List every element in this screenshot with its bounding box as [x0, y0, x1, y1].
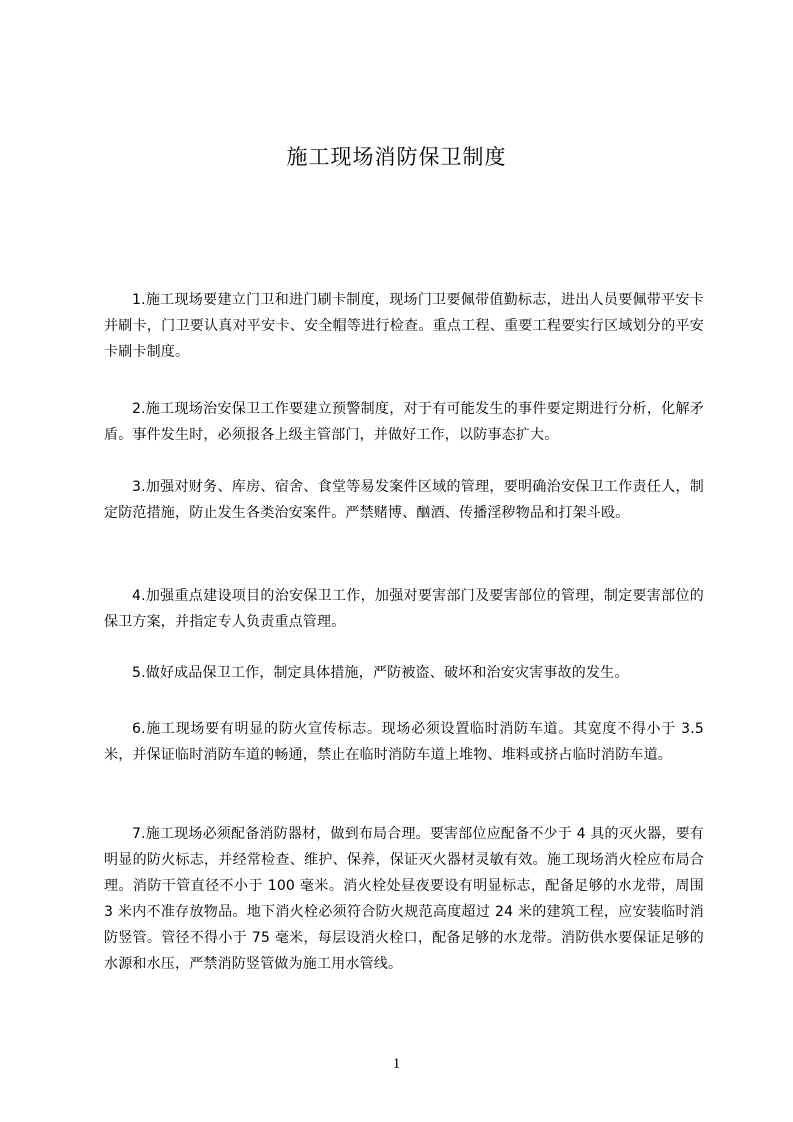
- clause-paragraph: 4.加强重点建设项目的治安保卫工作，加强对要害部门及要害部位的管理，制定要害部位的保卫方案，并指定专人负责重点管理。: [104, 588, 704, 630]
- clause-paragraph: 2.施工现场治安保卫工作要建立预警制度，对于有可能发生的事件要定期进行分析，化解矛盾。事件发生时，必须报各上级主管部门，并做好工作，以防事态扩大。: [104, 401, 704, 443]
- clause-paragraph: 3.加强对财务、库房、宿舍、食堂等易发案件区域的管理，要明确治安保卫工作责任人，制定防范措施，防止发生各类治安案件。严禁赌博、酗酒、传播淫秽物品和打架斗殴。: [104, 479, 704, 521]
- clause-paragraph: 1.施工现场要建立门卫和进门刷卡制度，现场门卫要佩带值勤标志，进出人员要佩带平安卡并刷卡，门卫要认真对平安卡、安全帽等进行检查。重点工程、重要工程要实行区域划分的平安卡刷卡制度。: [104, 292, 704, 360]
- document-title: 施工现场消防保卫制度: [286, 145, 507, 169]
- page-number: 1: [392, 1056, 401, 1072]
- clause-paragraph: 7.施工现场必须配备消防器材，做到布局合理。要害部位应配备不少于 4 具的灭火器，要有明显的防火标志，并经常检查、维护、保养，保证灭火器材灵敏有效。施工现场消火栓应布局合理。消防干管直径不小于 100 毫米。消火栓处昼夜要设有明显标志，配备足够的水龙带，周围 3 米内不准存放物品。地下消火栓必须符合防火规范高度超过 24 米的建筑工程，应安装临时消防竖管。管径不得小于 75 毫米，每层设消火栓口，配备足够的水龙带。消防供水要保证足够的水源和水压，严禁消防竖管做为施工用水管线。: [104, 826, 704, 972]
- clause-paragraph: 6.施工现场要有明显的防火宣传标志。现场必须设置临时消防车道。其宽度不得小于 3.5 米，并保证临时消防车道的畅通，禁止在临时消防车道上堆物、堆料或挤占临时消防车道。: [104, 721, 704, 763]
- clause-paragraph: 5.做好成品保卫工作，制定具体措施，严防被盗、破坏和治安灾害事故的发生。: [132, 665, 629, 681]
